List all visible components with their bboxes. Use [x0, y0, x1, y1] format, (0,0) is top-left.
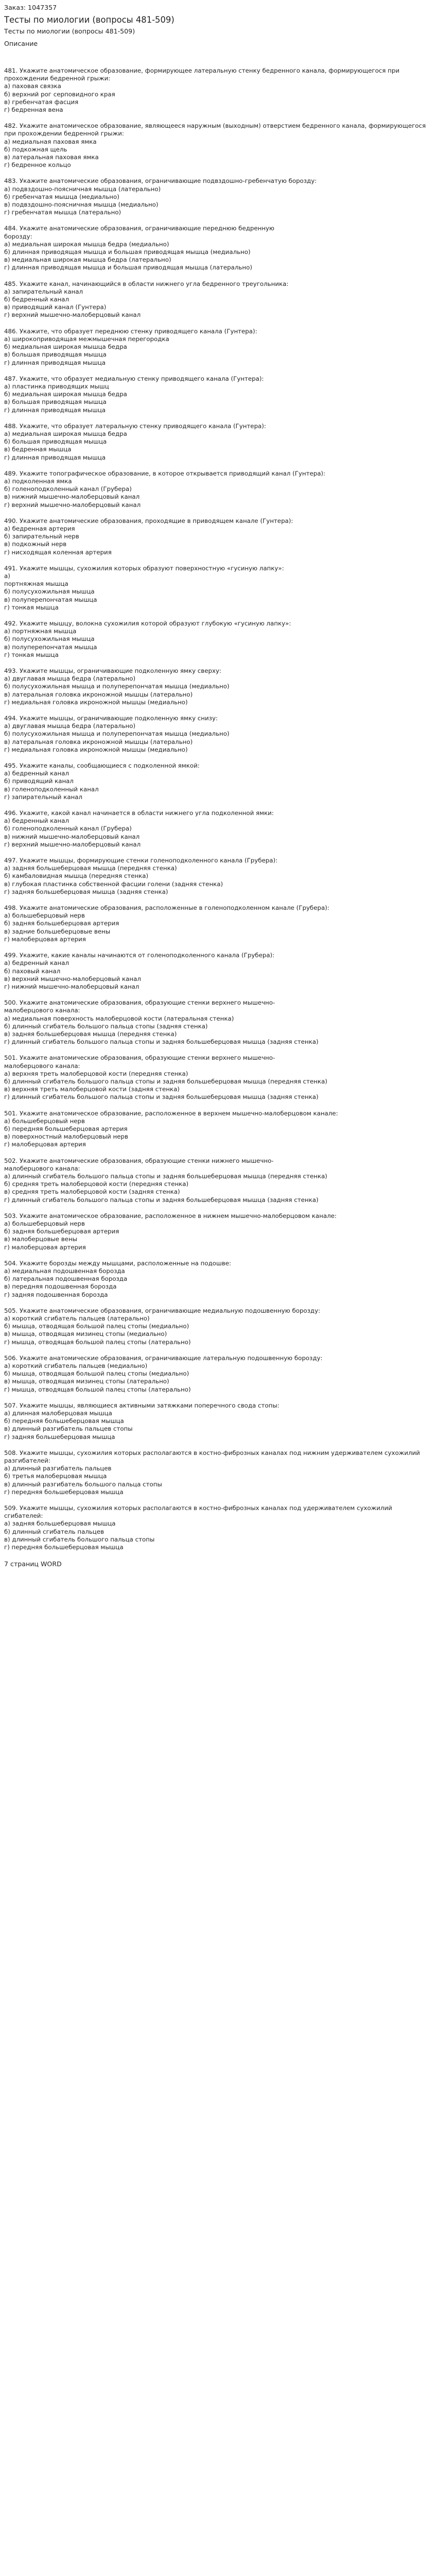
answer-option: в) приводящий канал (Гунтера)	[4, 303, 107, 311]
question-block	[4, 667, 431, 706]
answer-option: а) двуглавая мышца бедра (латерально)	[4, 675, 136, 683]
answer-option: в) латеральная головка икроножной мышцы (латерально)	[4, 738, 193, 745]
answer-option: портняжная мышца	[4, 580, 68, 588]
answer-option: в) латеральная паховая ямка	[4, 154, 99, 161]
question-block	[4, 328, 431, 367]
question-block	[4, 565, 431, 612]
description-label: Описание	[4, 40, 38, 47]
page-title: Тесты по миологии (вопросы 481-509)	[4, 15, 175, 25]
answer-option: б) полусухожильная мышца	[4, 635, 95, 643]
answer-option: б) медиальная широкая мышца бедра	[4, 391, 127, 398]
answer-option: в) полуперепончатая мышца	[4, 643, 97, 651]
question-block	[4, 225, 431, 272]
answer-option: г) длинный сгибатель большого пальца стопы и задняя большеберцовая мышца (задняя стенка)	[4, 1093, 319, 1101]
question-block	[4, 1054, 431, 1101]
question-text: 504. Укажите борозды между мышцами, расположенные на подошве:	[4, 1259, 231, 1267]
answer-option: в) гребенчатая фасция	[4, 98, 79, 106]
answer-option: в) длинный разгибатель пальцев стопы	[4, 1425, 133, 1433]
question-block	[4, 1260, 431, 1299]
answer-option: а) подколенная ямка	[4, 477, 72, 485]
question-block	[4, 620, 431, 659]
answer-option: б) запирательный нерв	[4, 533, 79, 540]
question-block	[4, 1307, 431, 1346]
answer-option: в) подвздошно-поясничная мышца (медиально)	[4, 201, 159, 209]
answer-option: г) гребенчатая мышца (латерально)	[4, 209, 121, 216]
answer-option: в) голеноподколенный канал	[4, 785, 99, 793]
question-text: 488. Укажите, что образует латеральную стенку приводящего канала (Гунтера):	[4, 422, 266, 430]
question-block	[4, 1110, 431, 1149]
question-text: 492. Укажите мышцу, волокна сухожилия которой образуют глубокую «гусиную лапку»:	[4, 619, 291, 627]
answer-option: а) паховая связка	[4, 82, 61, 90]
question-text: 501. Укажите анатомические образования, образующие стенки верхнего мышечно-	[4, 1054, 275, 1062]
answer-option: б) длинный сгибатель большого пальца стопы и задняя большеберцовая мышца (передняя стенка)	[4, 1077, 327, 1085]
answer-option: б) длинная приводящая мышца и большая приводящая мышца (медиально)	[4, 248, 251, 256]
question-block	[4, 762, 431, 801]
answer-option: а) двуглавая мышца бедра (латерально)	[4, 722, 136, 730]
answer-option: в) бедренная мышца	[4, 446, 72, 453]
question-text: 499. Укажите, какие каналы начинаются от голеноподколенного канала (Грубера):	[4, 952, 275, 959]
question-block	[4, 517, 431, 556]
answer-option: г) длинная приводящая мышца	[4, 453, 106, 461]
answer-option: а) длинный сгибатель большого пальца стопы и задняя большеберцовая мышца (передняя стенка)	[4, 1172, 327, 1180]
answer-option: в) передняя подошвенная борозда	[4, 1283, 117, 1291]
answer-option: а) длинный разгибатель пальцев	[4, 1465, 112, 1472]
question-text: 487. Укажите, что образует медиальную стенку приводящего канала (Гунтера):	[4, 375, 264, 382]
answer-option: г) бедренная вена	[4, 106, 63, 114]
answer-option: а) медиальная поверхность малоберцовой кости (латеральная стенка)	[4, 1014, 234, 1022]
answer-option: в) малоберцовые вены	[4, 1235, 77, 1243]
answer-option: б) передняя большеберцовая мышца	[4, 1417, 124, 1425]
answer-option: а) бедренный канал	[4, 959, 69, 967]
answer-option: г) длинный сгибатель большого пальца стопы и задняя большеберцовая мышца (задняя стенка)	[4, 1196, 319, 1204]
question-block	[4, 470, 431, 509]
answer-option: в) подкожный нерв	[4, 540, 67, 548]
question-text: 490. Укажите анатомические образования, проходящие в приводящем канале (Гунтера):	[4, 517, 293, 524]
answer-option: б) полусухожильная мышца	[4, 588, 95, 596]
answer-option: г) бедренное кольцо	[4, 161, 71, 169]
answer-option: б) латеральная подошвенная борозда	[4, 1275, 128, 1283]
answer-option: а) большеберцовый нерв	[4, 1117, 85, 1125]
question-text: 509. Укажите мышцы, сухожилия которых располагаются в костно-фиброзных каналах под удерживателем сухожилий сгибателей:	[4, 1504, 392, 1520]
answer-option: б) длинный сгибатель пальцев	[4, 1528, 104, 1535]
answer-option: а) запирательный канал	[4, 287, 83, 295]
answer-option: г) передняя большеберцовая мышца	[4, 1488, 124, 1496]
answer-option: в) нижний мышечно-малоберцовый канал	[4, 833, 140, 840]
question-text: 491. Укажите мышцы, сухожилия которых образуют поверхностную «гусиную лапку»:	[4, 564, 284, 572]
question-block	[4, 904, 431, 943]
answer-option: а) верхняя треть малоберцовой кости (передняя стенка)	[4, 1070, 188, 1077]
order-number: Заказ: 1047357	[4, 4, 57, 11]
answer-option: борозду:	[4, 232, 32, 240]
answer-option: в) полуперепончатая мышца	[4, 596, 97, 603]
answer-option: г) малоберцовая артерия	[4, 1141, 86, 1148]
question-text: 498. Укажите анатомические образования, расположенные в голеноподколенном канале (Грубера):	[4, 904, 329, 912]
answer-option: б) паховый канал	[4, 967, 61, 975]
answer-option: а) короткий сгибатель пальцев (латерально)	[4, 1315, 150, 1323]
question-block	[4, 122, 431, 169]
question-block	[4, 280, 431, 319]
question-block	[4, 809, 431, 849]
answer-option: а) бедренная артерия	[4, 524, 75, 532]
answer-option: б) длинный сгибатель большого пальца стопы (задняя стенка)	[4, 1022, 208, 1030]
answer-option: в) мышца, отводящая мизинец стопы (медиально)	[4, 1330, 167, 1338]
question-block	[4, 1449, 431, 1496]
answer-option: а) широкоприводящая межмышечная перегородка	[4, 335, 169, 343]
answer-option: г) медиальная головка икроножной мышцы (медиально)	[4, 698, 188, 706]
answer-option: б) голеноподколенный канал (Грубера)	[4, 485, 132, 493]
question-list	[4, 67, 431, 1551]
answer-option: в) большая приводящая мышца	[4, 398, 107, 406]
answer-option: г) малоберцовая артерия	[4, 935, 86, 943]
answer-option: в) нижний мышечно-малоберцовый канал	[4, 493, 140, 501]
answer-option: г) длинная приводящая мышца и большая приводящая мышца (латерально)	[4, 264, 252, 272]
answer-option: в) латеральная головка икроножной мышцы (латерально)	[4, 690, 193, 698]
answer-option: б) задняя большеберцовая артерия	[4, 920, 119, 927]
answer-option: б) камбаловидная мышца (передняя стенка)	[4, 872, 149, 880]
answer-option: в) задние большеберцовые вены	[4, 927, 111, 935]
answer-option: г) длинная приводящая мышца	[4, 406, 106, 414]
answer-option: г) длинный сгибатель большого пальца стопы и задняя большеберцовая мышца (задняя стенка)	[4, 1038, 319, 1046]
answer-option: а) короткий сгибатель пальцев (медиально)	[4, 1362, 148, 1370]
question-block	[4, 1354, 431, 1394]
answer-option: б) средняя треть малоберцовой кости (передняя стенка)	[4, 1180, 189, 1188]
question-text: 486. Укажите, что образует переднюю стенку приводящего канала (Гунтера):	[4, 327, 257, 335]
page-subtitle: Тесты по миологии (вопросы 481-509)	[4, 27, 135, 35]
answer-option: а) большеберцовый нерв	[4, 912, 85, 920]
answer-option: б) большая приводящая мышца	[4, 438, 107, 446]
answer-option: б) верхний рог серповидного края	[4, 90, 115, 98]
question-text: 506. Укажите анатомические образования, ограничивающие латеральную подошвенную борозду:	[4, 1354, 323, 1362]
question-block	[4, 375, 431, 414]
question-text: 493. Укажите мышцы, ограничивающие подколенную ямку сверху:	[4, 667, 221, 674]
answer-option: а) медиальная широкая мышца бедра	[4, 430, 127, 437]
answer-option: а)	[4, 572, 10, 580]
answer-option: а) медиальная подошвенная борозда	[4, 1267, 125, 1275]
question-block	[4, 1212, 431, 1251]
answer-option: г) запирательный канал	[4, 793, 83, 801]
question-block	[4, 952, 431, 991]
answer-option: б) мышца, отводящая большой палец стопы (медиально)	[4, 1370, 189, 1378]
answer-option: б) полусухожильная мышца и полуперепончатая мышца (медиально)	[4, 683, 230, 690]
question-text: 501. Укажите анатомическое образование, расположенное в верхнем мышечно-малоберцовом канале:	[4, 1109, 338, 1117]
answer-option: в) глубокая пластинка собственной фасции голени (задняя стенка)	[4, 880, 223, 888]
answer-option: г) нисходящая коленная артерия	[4, 548, 112, 556]
answer-option: б) передняя большеберцовая артерия	[4, 1125, 128, 1132]
question-block	[4, 715, 431, 754]
answer-option: б) мышца, отводящая большой палец стопы (медиально)	[4, 1323, 189, 1330]
answer-option: б) задняя большеберцовая артерия	[4, 1228, 119, 1235]
question-text: 485. Укажите канал, начинающийся в области нижнего угла бедренного треугольника:	[4, 280, 289, 287]
question-text: 505. Укажите анатомические образования, ограничивающие медиальную подошвенную борозду:	[4, 1307, 321, 1314]
answer-option: г) задняя подошвенная борозда	[4, 1291, 108, 1298]
answer-option: б) приводящий канал	[4, 777, 74, 785]
answer-option: б) третья малоберцовая мышца	[4, 1472, 107, 1480]
answer-option: в) верхний мышечно-малоберцовый канал	[4, 975, 141, 982]
answer-option: в) поверхностный малоберцовый нерв	[4, 1133, 128, 1141]
answer-option: а) большеберцовый нерв	[4, 1219, 85, 1227]
answer-option: б) гребенчатая мышца (медиально)	[4, 193, 119, 200]
answer-option: а) длинная малоберцовая мышца	[4, 1410, 112, 1417]
question-text: 495. Укажите каналы, сообщающиеся с подколенной ямкой:	[4, 762, 200, 770]
question-text: 481. Укажите анатомическое образование, формирующее латеральную стенку бедренного канала, формирующегося при прохождении бедренной грыжи:	[4, 67, 400, 82]
answer-option: в) длинный разгибатель большого пальца стопы	[4, 1480, 162, 1488]
answer-option: г) задняя большеберцовая мышца (задняя стенка)	[4, 888, 168, 895]
answer-option: а) бедренный канал	[4, 770, 69, 777]
answer-option: в) средняя треть малоберцовой кости (задняя стенка)	[4, 1188, 180, 1196]
answer-option: г) нижний мышечно-малоберцовый канал	[4, 982, 139, 990]
question-block	[4, 177, 431, 216]
answer-option: в) длинный сгибатель большого пальца стопы	[4, 1535, 155, 1543]
question-block	[4, 857, 431, 896]
answer-option: малоберцового канала:	[4, 1062, 80, 1070]
answer-option: б) подкожная щель	[4, 145, 67, 153]
answer-option: а) медиальная паховая ямка	[4, 138, 97, 145]
answer-option: г) верхний мышечно-малоберцовый канал	[4, 311, 141, 319]
answer-option: г) мышца, отводящая большой палец стопы (латерально)	[4, 1338, 191, 1346]
answer-option: б) бедренный канал	[4, 296, 69, 303]
answer-option: г) тонкая мышца	[4, 603, 59, 611]
answer-option: а) пластинка приводящих мышц	[4, 382, 109, 390]
answer-option: г) длинная приводящая мышца	[4, 359, 106, 366]
question-text: 508. Укажите мышцы, сухожилия которых располагаются в костно-фиброзных каналах под нижним удерживателем сухожилий разгибателей:	[4, 1449, 420, 1465]
answer-option: г) верхний мышечно-малоберцовый канал	[4, 501, 141, 509]
answer-option: г) медиальная головка икроножной мышцы (медиально)	[4, 745, 188, 753]
answer-option: б) полусухожильная мышца и полуперепончатая мышца (медиально)	[4, 730, 230, 738]
question-text: 507. Укажите мышцы, являющиеся активными затяжками поперечного свода стопы:	[4, 1401, 280, 1409]
answer-option: б) медиальная широкая мышца бедра	[4, 343, 127, 351]
question-text: 500. Укажите анатомические образования, образующие стенки верхнего мышечно-	[4, 999, 275, 1007]
answer-option: а) подвздошно-поясничная мышца (латерально)	[4, 185, 161, 193]
question-block	[4, 999, 431, 1046]
answer-option: в) мышца, отводящая мизинец стопы (латерально)	[4, 1378, 169, 1385]
question-text: 503. Укажите анатомическое образование, расположенное в нижнем мышечно-малоберцовом канале:	[4, 1212, 337, 1219]
answer-option: а) задняя большеберцовая мышца (передняя стенка)	[4, 865, 177, 872]
question-block	[4, 422, 431, 462]
answer-option: в) большая приводящая мышца	[4, 351, 107, 359]
question-text: 484. Укажите анатомические образования, ограничивающие переднюю бедренную	[4, 225, 274, 232]
answer-option: г) задняя большеберцовая мышца	[4, 1433, 115, 1440]
answer-option: а) медиальная широкая мышца бедра (медиально)	[4, 240, 169, 248]
answer-option: б) голеноподколенный канал (Грубера)	[4, 825, 132, 833]
question-block	[4, 67, 431, 114]
answer-option: малоберцового канала:	[4, 1164, 80, 1172]
answer-option: а) портняжная мышца	[4, 628, 77, 635]
answer-option: г) верхний мышечно-малоберцовый канал	[4, 840, 141, 848]
question-text: 483. Укажите анатомические образования, ограничивающие подвздошно-гребенчатую борозду:	[4, 177, 317, 185]
question-text: 482. Укажите анатомическое образование, являющееся наружным (выходным) отверстием бедренного канала, формирующегося при прохождении бедренной грыжи:	[4, 122, 426, 138]
question-text: 496. Укажите, какой канал начинается в области нижнего угла подколенной ямки:	[4, 809, 274, 817]
answer-option: а) задняя большеберцовая мышца	[4, 1520, 116, 1528]
answer-option: г) мышца, отводящая большой палец стопы (латерально)	[4, 1385, 191, 1393]
answer-option: малоберцового канала:	[4, 1007, 80, 1014]
page-count: 7 страниц WORD	[4, 1560, 62, 1568]
question-block	[4, 1402, 431, 1441]
answer-option: а) бедренный канал	[4, 817, 69, 825]
answer-option: г) тонкая мышца	[4, 651, 59, 658]
answer-option: г) передняя большеберцовая мышца	[4, 1544, 124, 1551]
question-text: 502. Укажите анатомические образования, образующие стенки нижнего мышечно-	[4, 1157, 274, 1164]
answer-option: в) медиальная широкая мышца бедра (латерально)	[4, 256, 171, 264]
answer-option: г) малоберцовая артерия	[4, 1243, 86, 1251]
question-text: 489. Укажите топографическое образование, в которое открывается приводящий канал (Гунтера):	[4, 469, 326, 477]
answer-option: в) верхняя треть малоберцовой кости (задняя стенка)	[4, 1086, 180, 1093]
question-block	[4, 1504, 431, 1551]
question-text: 497. Укажите мышцы, формирующие стенки голеноподколенного канала (Грубера):	[4, 857, 278, 865]
question-text: 494. Укажите мышцы, ограничивающие подколенную ямку снизу:	[4, 715, 218, 722]
question-block	[4, 1157, 431, 1204]
answer-option: в) задняя большеберцовая мышца (передняя стенка)	[4, 1030, 177, 1038]
